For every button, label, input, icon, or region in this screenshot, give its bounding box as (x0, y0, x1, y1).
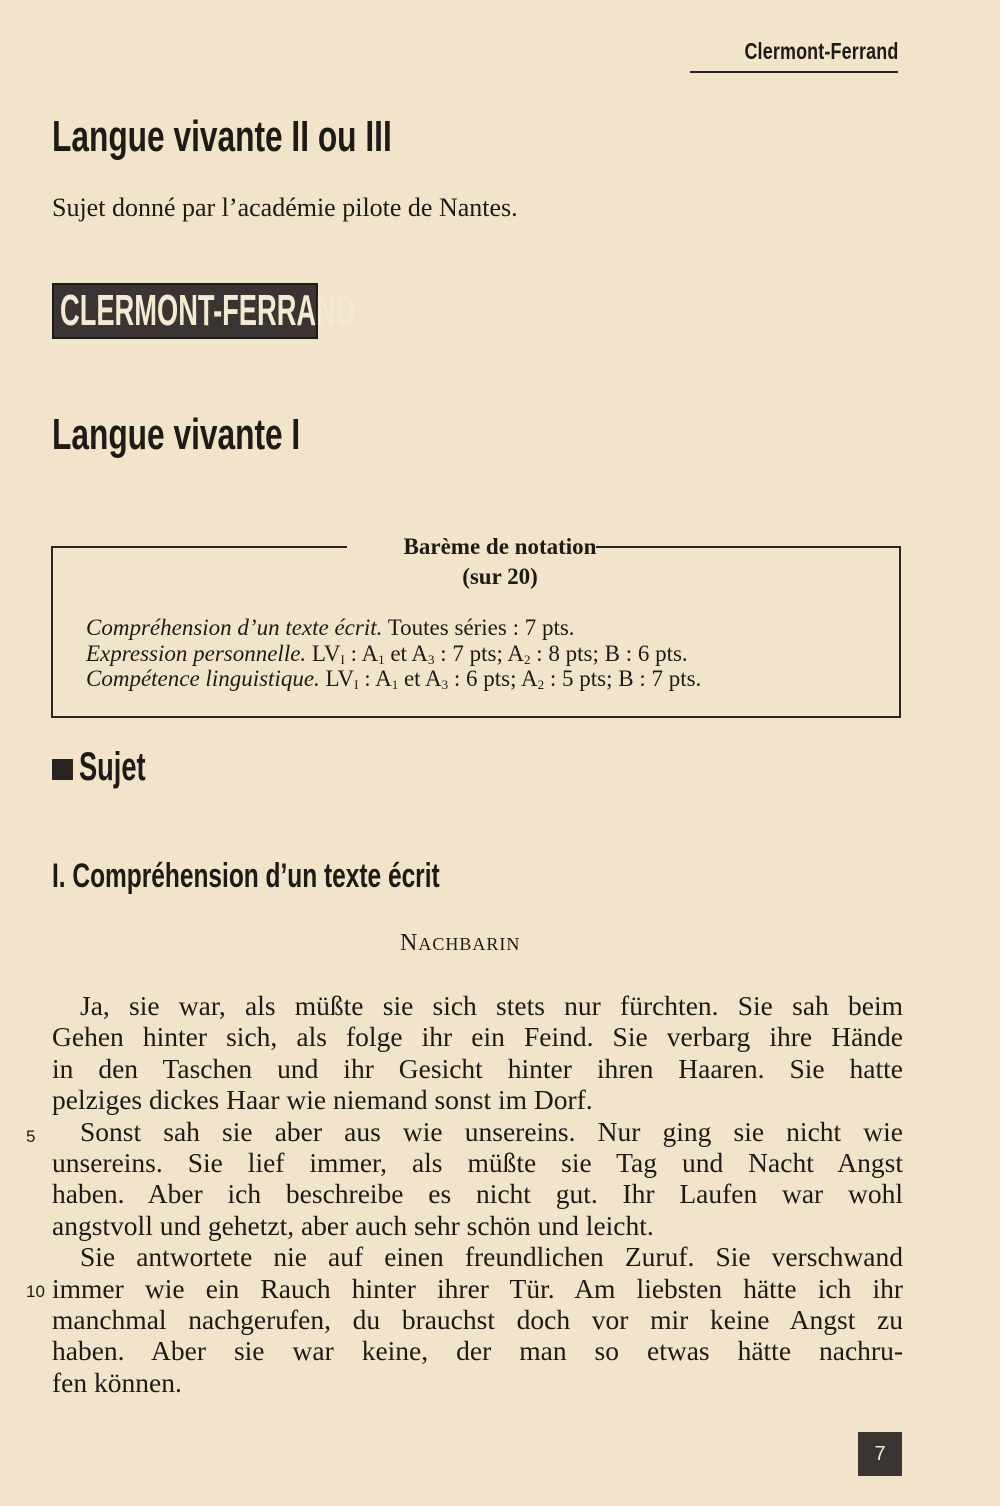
heading-lv1-text: Langue vivante I (52, 410, 301, 459)
bareme-line-2-p8: : 8 pts; B : 6 pts. (530, 641, 688, 666)
bareme-title: Barème de notation (403, 534, 597, 559)
page-number: 7 (858, 1432, 902, 1476)
text-title (400, 930, 520, 957)
section-heading-text: I. Compréhension d’un texte écrit (52, 857, 440, 895)
bareme-line-3-label: Compétence linguistique. (86, 666, 320, 691)
running-head-text: Clermont-Ferrand (743, 38, 898, 64)
bareme-line-2-p6: : 7 pts; A (434, 641, 524, 666)
bareme-line-2-sub: I (340, 652, 345, 667)
sujet-heading (52, 745, 177, 790)
text-line: haben. Aber ich beschreibe es nicht gut. Ihr Laufen war wohl (52, 1178, 903, 1210)
running-head (690, 38, 898, 73)
bareme-line-competence (86, 666, 701, 693)
bareme-line-expression (86, 641, 688, 668)
text-line: haben. Aber sie war keine, der man so etwas hätte nachru- (52, 1335, 903, 1367)
text-title-rest: ACHBARIN (418, 934, 521, 954)
text-line: Gehen hinter sich, als folge ihr ein Feind. Sie verbarg ihre Hände (52, 1021, 903, 1053)
bareme-line-2-p4: et A (384, 641, 429, 666)
bareme-line-3-sub: I (354, 677, 359, 692)
text-line: fen können. (52, 1366, 182, 1398)
section-heading-comprehension (52, 857, 590, 896)
bareme-line-comprehension (86, 615, 575, 641)
heading-lv2-text: Langue vivante II ou III (52, 112, 392, 161)
text-title-initial: N (400, 930, 419, 956)
text-line: immer wie ein Rauch hinter ihrer Tür. Am liebsten hätte ich ihr (52, 1272, 903, 1304)
bareme-line-2-sub: 2 (523, 652, 531, 667)
heading-langue-vivante-1 (52, 410, 397, 460)
city-banner (52, 283, 356, 339)
text-line: in den Taschen und ihr Gesicht hinter ihren Haaren. Sie hatte (52, 1052, 903, 1084)
bareme-line-3-p4: et A (398, 666, 442, 691)
text-line: pelziges dickes Haar wie niemand sonst im Dorf. (52, 1084, 593, 1116)
bareme-line-3-p2: : A (358, 666, 392, 691)
bareme-line-1-rest: Toutes séries : 7 pts. (382, 615, 575, 640)
city-banner-text: CLERMONT-FERRAND (60, 286, 356, 335)
bareme-line-2-p2: : A (344, 641, 379, 666)
bareme-line-2-sub: 3 (428, 652, 435, 667)
line-number-5: 5 (26, 1127, 36, 1146)
sujet-heading-text: Sujet (79, 745, 146, 789)
bareme-subtitle: (sur 20) (462, 564, 538, 589)
bareme-line-1-label: Compréhension d’un texte écrit. (86, 615, 383, 640)
text-body (52, 990, 903, 1398)
bareme-line-3-sub: 1 (391, 677, 399, 692)
line-number-10: 10 (26, 1282, 45, 1301)
text-line: Sonst sah sie aber aus wie unsereins. Nur ging sie nicht wie (80, 1115, 903, 1147)
subtitle: Sujet donné par l’académie pilote de Nantes. (52, 193, 518, 222)
bareme-line-3-sub: 3 (441, 677, 449, 692)
text-line: Sie antwortete nie auf einen freundlichen Zuruf. Sie verschwand (80, 1241, 903, 1273)
bareme-line-2-sub: 1 (378, 652, 385, 667)
bareme-line-3-p0: LV (325, 666, 355, 691)
text-line: unsereins. Sie lief immer, als müßte sie Tag und Nacht Angst (52, 1146, 903, 1178)
square-bullet-icon (52, 759, 73, 780)
text-line: Ja, sie war, als müßte sie sich stets nur fürchten. Sie sah beim (80, 990, 903, 1021)
bareme-line-3-p8: : 5 pts; B : 7 pts. (544, 666, 702, 691)
bareme-line-3-p6: : 6 pts; A (448, 666, 538, 691)
bareme-line-3-sub: 2 (537, 677, 545, 692)
bareme-line-2-label: Expression personnelle. (86, 641, 307, 666)
bareme-line-2-p0: LV (311, 641, 341, 666)
heading-langue-vivante-2-3 (52, 112, 524, 162)
text-line: angstvoll und gehetzt, aber auch sehr schön und leicht. (52, 1209, 654, 1241)
text-line: manchmal nachgerufen, du brauchst doch vor mir keine Angst zu (52, 1303, 903, 1335)
